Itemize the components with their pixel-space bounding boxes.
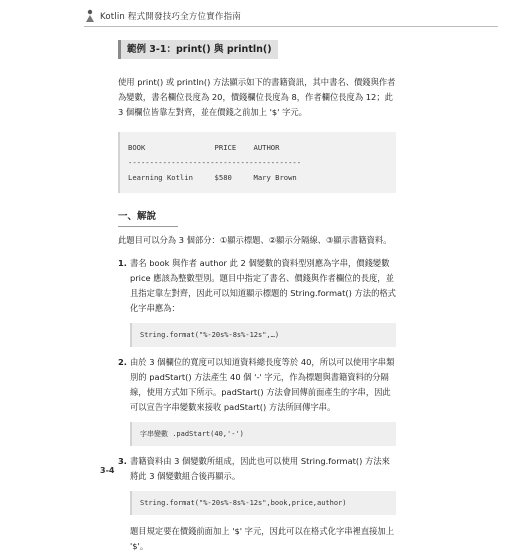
step-text: 書籍資料由 3 個變數所組成，因此也可以使用 String.format() 方法來將此 3 個變數組合後再顯示。 (130, 456, 390, 481)
book-logo-icon (84, 9, 96, 23)
step-code: String.format("%-20s%-8s%-12s",…) (130, 323, 396, 347)
step-number: 1. (118, 258, 127, 268)
section-intro: 此題目可以分為 3 個部分：①顯示標題、②顯示分隔線、③顯示書籍資料。 (118, 235, 392, 245)
step-item (118, 355, 396, 415)
book-title: Kotlin 程式開發技巧全方位實作指南 (100, 12, 241, 22)
steps-list (118, 256, 396, 515)
section-divider (118, 226, 178, 227)
page-number: 3-4 (100, 466, 115, 475)
output-line: BOOK PRICE AUTHOR (128, 143, 280, 152)
step-text: 書名 book 與作者 author 此 2 個變數的資料型別應為字串，價錢變數 price 應該為整數型別。題目中指定了書名、價錢與作者欄位的長度，並且指定靠左對齊，因此可以知道顯示標題的 String.format() 方法的格式化字串應為： (130, 258, 396, 313)
step-text: 由於 3 個欄位的寬度可以知道資料總長度等於 40，所以可以使用字串類別的 padStart() 方法產生 40 個 '-' 字元，作為標題與書籍資料的分隔線，使用方式如下所示。padStart() 方法會回傳前面產生的字串，因此可以宣告字串變數來接收 padStart() 方法所回傳字串。 (130, 357, 395, 412)
section-heading: 一、解說 (118, 211, 157, 222)
intro-paragraph: 使用 print() 或 println() 方法顯示如下的書籍資訊，其中書名、價錢與作者為變數，書名欄位長度為 20，價錢欄位長度為 8，作者欄位長度為 12；此 3 個欄位皆靠左對齊，並在價錢之前加上 '$' 字元。 (118, 77, 396, 117)
step-item (118, 256, 396, 316)
step-number: 3. (118, 456, 127, 466)
step-item (118, 454, 396, 484)
step-number: 2. (118, 357, 127, 367)
closing-paragraph: 題目規定要在價錢前面加上 '$' 字元，因此可以在格式化字串裡直接加上 '$'。 (130, 526, 395, 551)
output-line: ---------------------------------------- (128, 158, 302, 167)
page-header (84, 8, 241, 24)
output-sample-box (118, 132, 396, 193)
output-line: Learning Kotlin $580 Mary Brown (128, 173, 297, 182)
page-content (118, 40, 396, 554)
example-title: 範例 3-1：print() 與 println() (118, 40, 278, 59)
step-code: 字串變數 .padStart(40,'-') (130, 422, 396, 446)
header-divider (84, 26, 498, 27)
step-code: String.format("%-20s%-8s%-12s",book,price,author) (130, 491, 396, 515)
